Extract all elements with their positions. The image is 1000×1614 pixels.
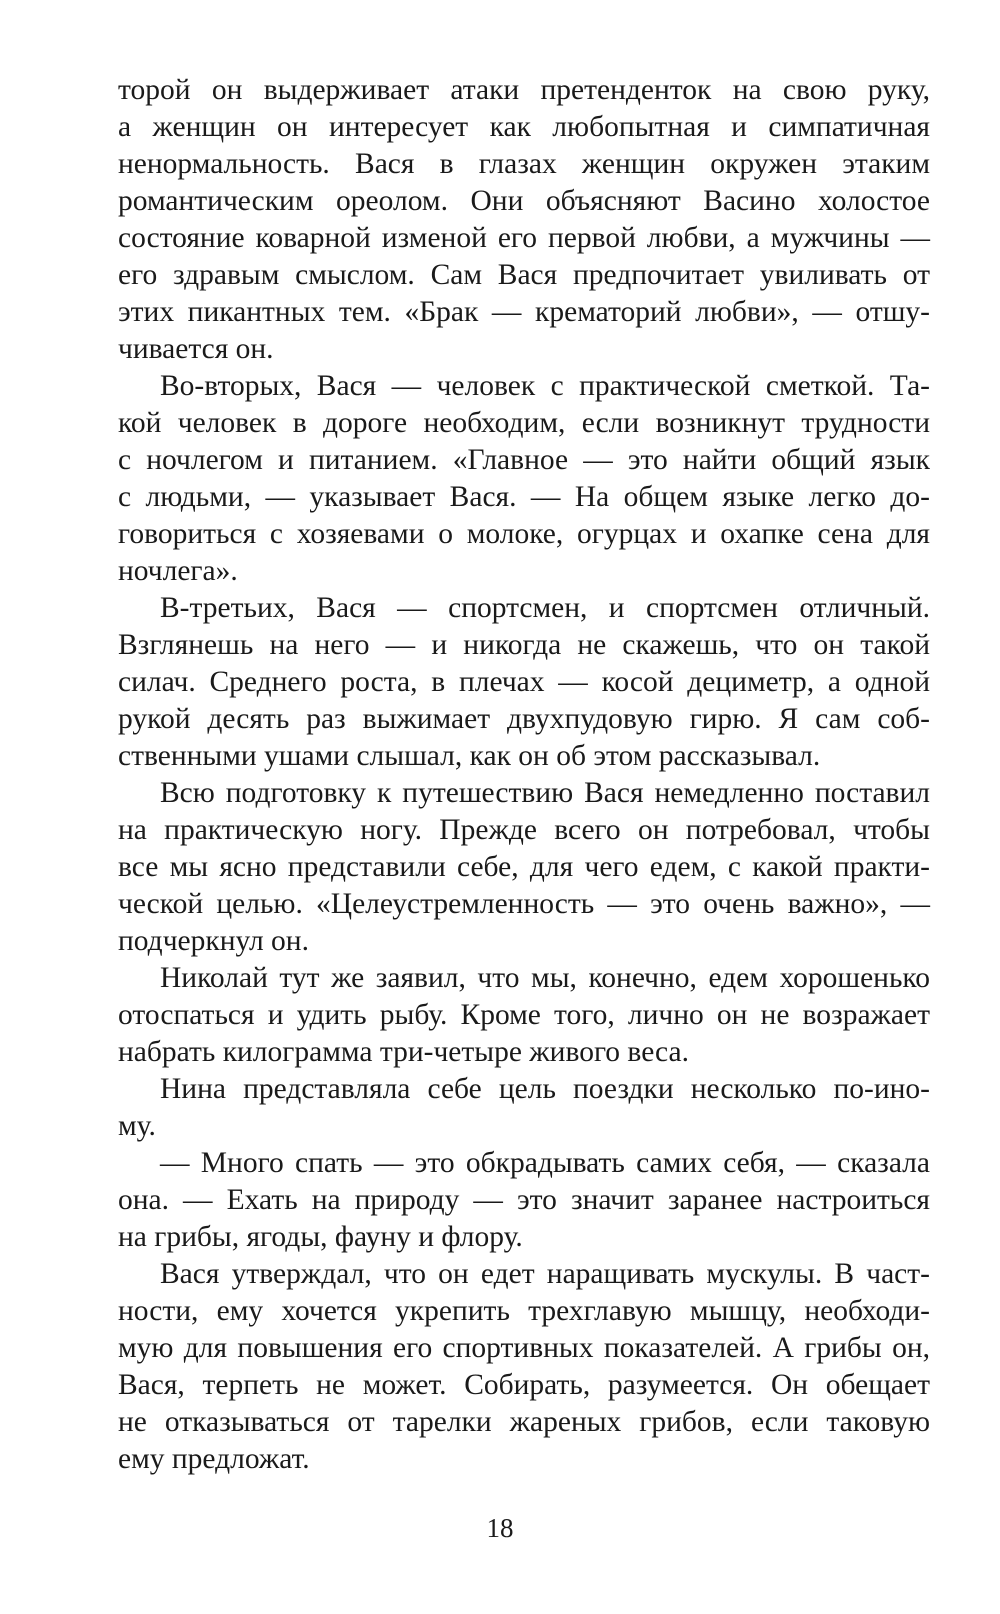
text-line: его здравым смыслом. Сам Вася предпочитает увиливать от — [118, 259, 930, 291]
text-line: ненормальность. Вася в глазах женщин окружен этаким — [118, 148, 930, 180]
paragraph — [118, 1145, 930, 1256]
paragraph — [118, 72, 930, 368]
text-line: Николай тут же заявил, что мы, конечно, едем хорошенько — [160, 962, 930, 994]
text-line: состояние коварной изменой его первой любви, а мужчины — — [118, 222, 930, 254]
text-line: му. — [118, 1110, 156, 1142]
text-line: с людьми, — указывает Вася. — На общем языке легко до- — [118, 481, 930, 513]
text-line: ческой целью. «Целеустремленность — это очень важно», — — [118, 888, 930, 920]
text-line: с ночлегом и питанием. «Главное — это найти общий язык — [118, 444, 930, 476]
text-line: кой человек в дороге необходим, если возникнут трудности — [118, 407, 930, 439]
text-line: она. — Ехать на природу — это значит заранее настроиться — [118, 1184, 930, 1216]
text-line: Вася, терпеть не может. Собирать, разумеется. Он обещает — [118, 1369, 930, 1401]
paragraph — [118, 1256, 930, 1478]
text-line: на практическую ногу. Прежде всего он потребовал, чтобы — [118, 814, 930, 846]
text-line: ственными ушами слышал, как он об этом рассказывал. — [118, 740, 821, 772]
text-line: торой он выдерживает атаки претенденток на свою руку, — [118, 74, 930, 106]
text-line: не отказываться от тарелки жареных грибов, если таковую — [118, 1406, 930, 1438]
text-line: мую для повышения его спортивных показателей. А грибы он, — [118, 1332, 930, 1364]
text-line: набрать килограмма три-четыре живого веса. — [118, 1036, 689, 1068]
text-line: романтическим ореолом. Они объясняют Васино холостое — [118, 185, 930, 217]
text-line: силач. Среднего роста, в плечах — косой дециметр, а одной — [118, 666, 930, 698]
text-line: а женщин он интересует как любопытная и симпатичная — [118, 111, 930, 143]
text-line: Во-вторых, Вася — человек с практической сметкой. Та- — [160, 370, 930, 402]
text-line: чивается он. — [118, 333, 274, 365]
paragraph — [118, 960, 930, 1071]
text-line: все мы ясно представили себе, для чего едем, с какой практи- — [118, 851, 930, 883]
text-line: В-третьих, Вася — спортсмен, и спортсмен отличный. — [160, 592, 930, 624]
text-line: отоспаться и удить рыбу. Кроме того, лично он не возражает — [118, 999, 930, 1031]
text-line: ности, ему хочется укрепить трехглавую мышцу, необходи- — [118, 1295, 930, 1327]
text-line: ночлега». — [118, 555, 238, 587]
text-line: Взглянешь на него — и никогда не скажешь, что он такой — [118, 629, 930, 661]
text-line: говориться с хозяевами о молоке, огурцах и охапке сена для — [118, 518, 930, 550]
text-line: Всю подготовку к путешествию Вася немедленно поставил — [160, 777, 930, 809]
text-line: Вася утверждал, что он едет наращивать мускулы. В част- — [160, 1258, 930, 1290]
text-line: подчеркнул он. — [118, 925, 309, 957]
page-body — [118, 72, 930, 1478]
text-line: ему предложат. — [118, 1443, 310, 1475]
text-line: на грибы, ягоды, фауну и флору. — [118, 1221, 523, 1253]
text-line: этих пикантных тем. «Брак — крематорий любви», — отшу- — [118, 296, 930, 328]
page-number: 18 — [486, 1513, 514, 1543]
text-line: Нина представляла себе цель поездки несколько по-ино- — [160, 1073, 930, 1105]
paragraph — [118, 1071, 930, 1145]
paragraph — [118, 590, 930, 775]
paragraph — [118, 775, 930, 960]
text-line: рукой десять раз выжимает двухпудовую гирю. Я сам соб- — [118, 703, 930, 735]
paragraph — [118, 368, 930, 590]
text-line: — Много спать — это обкрадывать самих себя, — сказала — [160, 1147, 930, 1179]
